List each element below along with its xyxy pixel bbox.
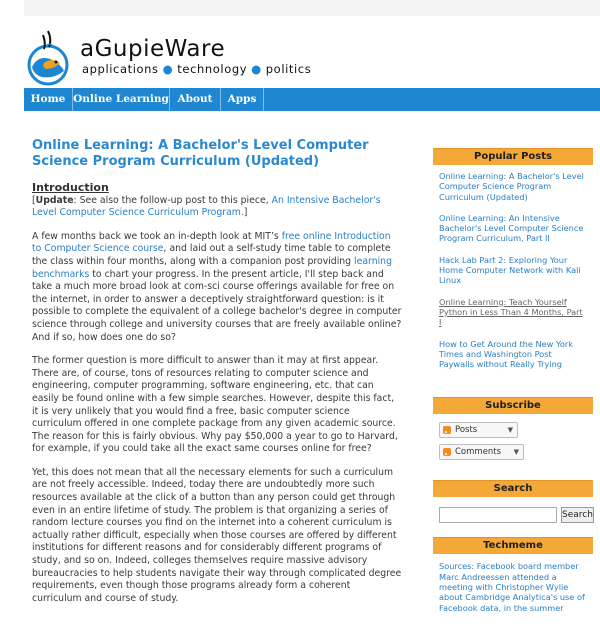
nav-separator	[263, 88, 264, 111]
popular-post-link[interactable]: Online Learning: Teach Yourself Python in Less Than 4 Months, Part I	[439, 296, 583, 328]
rss-feed-icon	[443, 426, 451, 434]
tagline-politics: politics	[265, 62, 312, 76]
article	[32, 138, 402, 616]
top-strip	[24, 0, 600, 16]
update-paragraph: [Update: See also the follow-up post to this piece, An Intensive Bachelor's Level Computer Science Curriculum Program.]	[32, 194, 381, 219]
popular-post-link[interactable]: Hack Lab Part 2: Exploring Your Home Computer Network with Kali Linux	[439, 254, 581, 286]
techmeme-header: Techmeme	[433, 537, 593, 554]
search-row	[439, 507, 593, 523]
subscribe-header: Subscribe	[433, 397, 593, 414]
popular-posts-header: Popular Posts	[433, 148, 593, 165]
techmeme-headline-link[interactable]: Sources: Facebook board member Marc Andreessen attended a meeting with Christopher Wylie about Cambridge Analytica's use of Facebook data, in the summer	[439, 561, 585, 613]
update-text: : See also the follow-up post to this piece,	[73, 194, 272, 206]
mit-course-link[interactable]: free online Introduction to Computer Science course	[32, 230, 391, 255]
popular-post-link[interactable]: How to Get Around the New York Times and Washington Post Paywalls without Really Trying	[439, 338, 573, 370]
subscribe-posts-button[interactable]	[439, 422, 518, 438]
article-paragraph-1	[32, 231, 402, 344]
popular-post-link[interactable]: Online Learning: A Bachelor's Level Computer Science Program Curriculum (Updated)	[439, 171, 584, 202]
article-title[interactable]: Online Learning: A Bachelor's Level Computer Science Program Curriculum (Updated)	[32, 138, 369, 169]
tagline-technology: technology	[177, 62, 248, 76]
subscribe-comments-label: Comments	[455, 447, 502, 458]
article-paragraph-2: The former question is more difficult to answer than it may at first appear. There are, of course, tons of resources relating to computer science and engineering, computer programming, software engineering, etc. that can easily be found online with a few simple searches. However, despite this fact, it is very unlikely that you would find a free, basic computer science curriculum offered in one complete package from any given academic source. The reason for this is fairly obvious. Why pay $50,000 a year to go to Harvard, for example, if you could take all the exact same courses online for free?	[32, 355, 398, 455]
sidebar	[433, 148, 593, 632]
p1-text-b: , and laid out a self-study time table to complete the class within four months, along with a companion post providing	[32, 243, 391, 267]
popular-post-link[interactable]: Online Learning: An Intensive Bachelor's Level Computer Science Program Curriculum, Part II	[439, 212, 584, 244]
followup-post-link[interactable]: An Intensive Bachelor's Level Computer Science Curriculum Program.	[32, 194, 381, 219]
nav-online-learning[interactable]: Online Learning	[73, 93, 169, 105]
subscribe-posts-label: Posts	[455, 425, 478, 436]
section-heading-introduction: Introduction	[32, 181, 109, 194]
update-label: Update	[35, 194, 74, 206]
chevron-down-icon: ▼	[513, 448, 519, 457]
tagline-applications: applications	[82, 62, 159, 76]
nav-home[interactable]: Home	[30, 93, 66, 105]
logo-icon[interactable]	[24, 27, 76, 87]
search-header: Search	[433, 480, 593, 497]
tagline-dot-icon: ●	[162, 62, 174, 76]
nav-apps[interactable]: Apps	[227, 93, 257, 105]
main-navbar	[24, 88, 600, 111]
nav-about[interactable]: About	[177, 93, 213, 105]
learning-benchmarks-link[interactable]: learning benchmarks	[32, 255, 392, 280]
rss-feed-icon	[443, 448, 451, 456]
p1-text-a: A few months back we took an in-depth look at MIT’s	[32, 230, 282, 242]
chevron-down-icon: ▼	[507, 426, 513, 435]
popular-posts-list	[433, 165, 593, 397]
search-body	[433, 497, 593, 537]
tagline-dot-icon: ●	[251, 62, 262, 76]
subscribe-comments-button[interactable]	[439, 444, 524, 460]
techmeme-body	[433, 554, 593, 631]
site-title[interactable]: aGupieWare	[80, 36, 226, 62]
search-button[interactable]: Search	[561, 507, 594, 523]
p1-text-c: to chart your progress. In the present article, I'll step back and take a much more broad look at com-sci course offerings available for free on the internet, in order to answer a deceptively straightforward question: is it possible to complete the equivalent of a college bachelor's degree in computer science through college and university courses that are freely available online? And if so, how does one do so?	[32, 268, 402, 343]
subscribe-body	[433, 414, 593, 480]
site-tagline	[82, 62, 311, 76]
update-close-bracket: ]	[243, 207, 248, 219]
article-paragraph-3: Yet, this does not mean that all the necessary elements for such a curriculum are not freely accessible. Indeed, today there are undoubtedly more such resources available at the click of a button than any person could get through even in an entire lifetime of study. The problem is that organizing a series of random lecture courses you find on the internet into a coherent curriculum is actually rather difficult, especially when those courses are offered by different institutions for different reasons and for considerably different programs of study, and so on. Indeed, colleges themselves require massive advisory bureaucracies to help students navigate their way through complicated degree requirements, even though those programs already form a coherent curriculum and course of study.	[32, 466, 402, 604]
search-input[interactable]	[439, 507, 557, 523]
